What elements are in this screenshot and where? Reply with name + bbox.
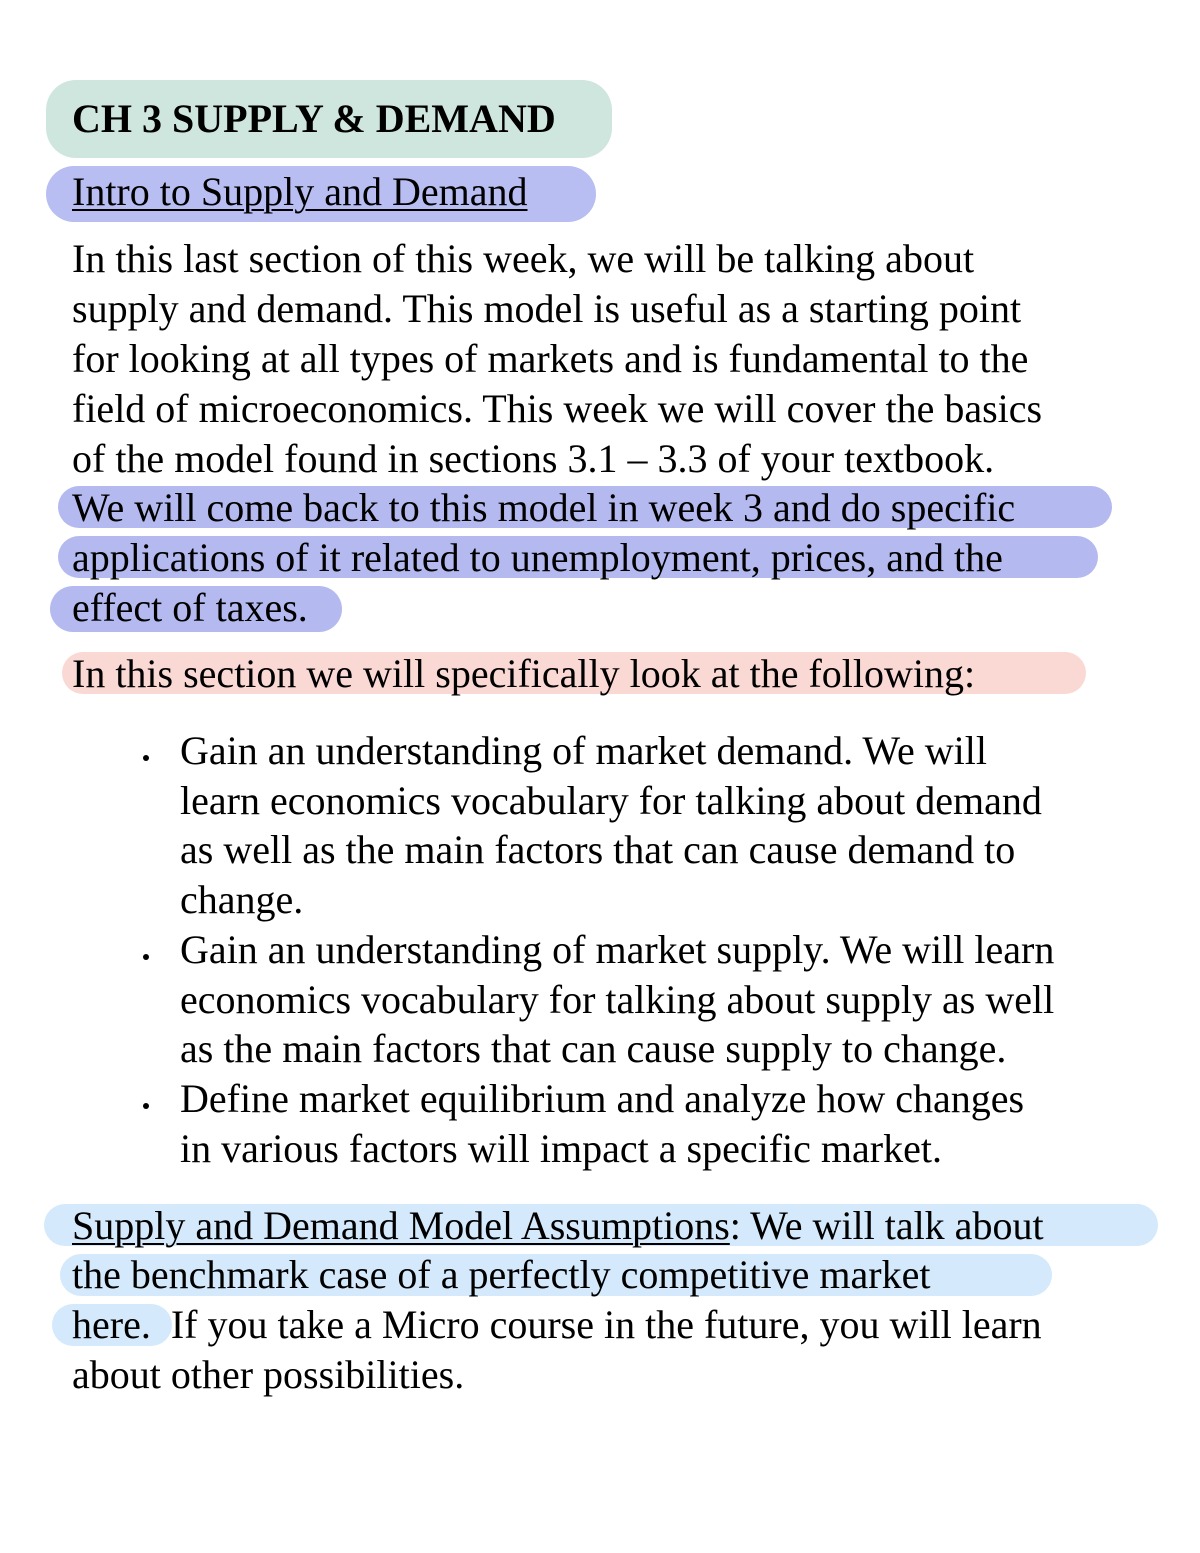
bullet-line: as the main factors that can cause supply to change. xyxy=(180,1026,1007,1071)
bullet-marker xyxy=(143,755,149,761)
bullet-line: Gain an understanding of market supply. We will learn xyxy=(180,927,1055,972)
assumptions-heading: Supply and Demand Model Assumptions xyxy=(72,1203,730,1248)
bullet-marker xyxy=(143,954,149,960)
bullet-line: as well as the main factors that can cause demand to xyxy=(180,827,1016,872)
assumptions-line: about other possibilities. xyxy=(72,1352,465,1397)
section-subtitle: Intro to Supply and Demand xyxy=(72,169,528,214)
bullet-line: Define market equilibrium and analyze how changes xyxy=(180,1076,1025,1121)
bullet-line: change. xyxy=(180,877,304,922)
intro-line: In this last section of this week, we will be talking about xyxy=(72,236,975,281)
page-title: CH 3 SUPPLY & DEMAND xyxy=(72,96,556,141)
intro-line: We will come back to this model in week 3 and do specific xyxy=(72,485,1016,530)
intro-line: applications of it related to unemployment, prices, and the xyxy=(72,535,1003,580)
intro-line: supply and demand. This model is useful as a starting point xyxy=(72,286,1022,331)
intro-line: field of microeconomics. This week we will cover the basics xyxy=(72,386,1043,431)
assumptions-text: : We will talk about xyxy=(729,1203,1044,1248)
assumptions-line xyxy=(72,1201,1044,1251)
assumptions-line: the benchmark case of a perfectly competitive market xyxy=(72,1252,931,1297)
assumptions-line xyxy=(72,1300,1042,1350)
bullet-line: economics vocabulary for talking about supply as well xyxy=(180,977,1055,1022)
intro-line: for looking at all types of markets and is fundamental to the xyxy=(72,336,1029,381)
bullet-marker xyxy=(143,1103,149,1109)
bullet-line: Gain an understanding of market demand. We will xyxy=(180,728,987,773)
bullet-line: in various factors will impact a specific market. xyxy=(180,1126,942,1171)
section-lead: In this section we will specifically look at the following: xyxy=(72,651,976,696)
assumptions-text: If you take a Micro course in the future, you will learn xyxy=(150,1302,1042,1347)
intro-line: of the model found in sections 3.1 – 3.3 of your textbook. xyxy=(72,436,995,481)
intro-line: effect of taxes. xyxy=(72,585,308,630)
assumptions-text: here. xyxy=(72,1302,151,1347)
bullet-line: learn economics vocabulary for talking about demand xyxy=(180,778,1042,823)
